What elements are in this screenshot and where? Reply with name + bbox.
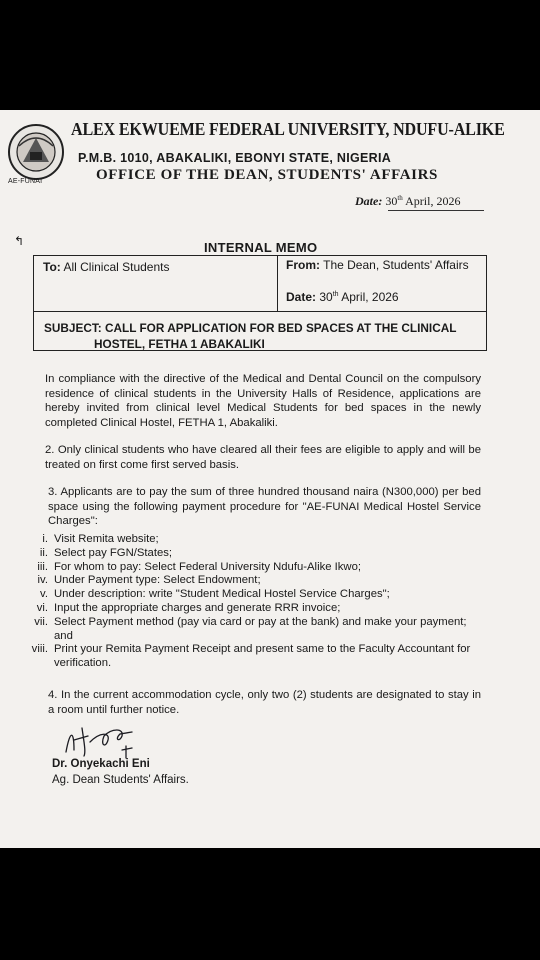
paragraph-3: 3. Applicants are to pay the sum of three hundred thousand naira (N300,000) per bed space using the following payment procedure for "AE-FUNAI Medical Hostel Service Charges": [48,486,481,527]
list-item [28,547,483,561]
header-date [355,194,460,209]
list-item [28,643,483,671]
step-text: Select pay FGN/States; [54,546,173,559]
from-label: From: [286,258,320,272]
list-item [28,602,483,616]
logo-caption: AE-FUNAI [8,178,43,185]
list-item [28,533,483,547]
memo-date-rest: April, 2026 [341,290,399,304]
signature-image [60,722,170,762]
header-date-rest: April, 2026 [405,194,461,208]
university-address: P.M.B. 1010, ABAKALIKI, EBONYI STATE, NIGERIA [78,151,392,165]
step-number: vii. [34,615,48,628]
step-text: Visit Remita website; [54,533,159,545]
step-number: iv. [37,574,48,587]
list-item [28,574,483,588]
step-number: ii. [39,546,48,559]
university-name: ALEX EKWUEME FEDERAL UNIVERSITY, NDUFU-ALIKE [71,119,505,139]
paragraph-1: In compliance with the directive of the Medical and Dental Council on the compulsory residence of clinical students in the University Halls of Residence, applications are hereby invited from clinical level Medical Students for bed spaces in the newly completed Clinical Hostel, FETHA 1, Abakaliki. [45,373,481,429]
step-text: Select Payment method (pay via card or pay at the bank) and make your payment; and [54,615,467,642]
memo-date-label: Date: [286,290,317,304]
paragraph-2: 2. Only clinical students who have cleared all their fees are eligible to apply and will be treated on first come first served basis. [45,444,481,471]
step-text: Input the appropriate charges and generate RRR invoice; [54,601,341,614]
memo-date-day: 30 [319,290,333,304]
memo-to [43,260,170,274]
office-name: OFFICE OF THE DEAN, STUDENTS' AFFAIRS [96,167,438,183]
paragraph-4: 4. In the current accommodation cycle, only two (2) students are designated to stay in a room until further notice. [48,689,481,716]
signatory-name: Dr. Onyekachi Eni [52,758,150,770]
table-divider-vertical [277,255,278,312]
step-number: vi. [36,601,48,614]
list-item [28,616,483,644]
tick-mark: ↰ [14,234,25,248]
memo-date-suffix: th [332,291,339,298]
to-value: All Clinical Students [63,260,170,274]
step-text: Print your Remita Payment Receipt and present same to the Faculty Accountant for verification. [54,643,471,670]
signatory-title: Ag. Dean Students' Affairs. [52,774,189,786]
step-number: i. [42,533,48,545]
memo-from [286,258,469,272]
step-text: For whom to pay: Select Federal University Ndufu-Alike Ikwo; [54,560,362,573]
from-value: The Dean, Students' Affairs [323,258,469,272]
step-number: iii. [37,560,48,573]
header-date-label: Date: [355,194,383,208]
memo-subject [44,320,456,352]
memo-title: INTERNAL MEMO [204,240,318,255]
subject-line-2: HOSTEL, FETHA 1 ABAKALIKI [94,337,265,351]
date-underline [388,210,484,211]
step-text: Under description: write "Student Medical Hostel Service Charges"; [54,588,390,601]
subject-line-1: SUBJECT: CALL FOR APPLICATION FOR BED SPACES AT THE CLINICAL [44,321,457,335]
list-item [28,588,483,602]
memo-document [0,110,540,848]
table-divider-horizontal [33,311,487,312]
payment-steps-list [28,533,483,671]
header-date-suffix: th [397,194,403,202]
to-label: To: [43,260,61,274]
step-text: Under Payment type: Select Endowment; [54,574,261,587]
step-number: viii. [31,643,48,656]
list-item [28,561,483,575]
memo-date [286,290,399,304]
header-date-day: 30 [385,194,398,208]
step-number: v. [40,588,48,601]
